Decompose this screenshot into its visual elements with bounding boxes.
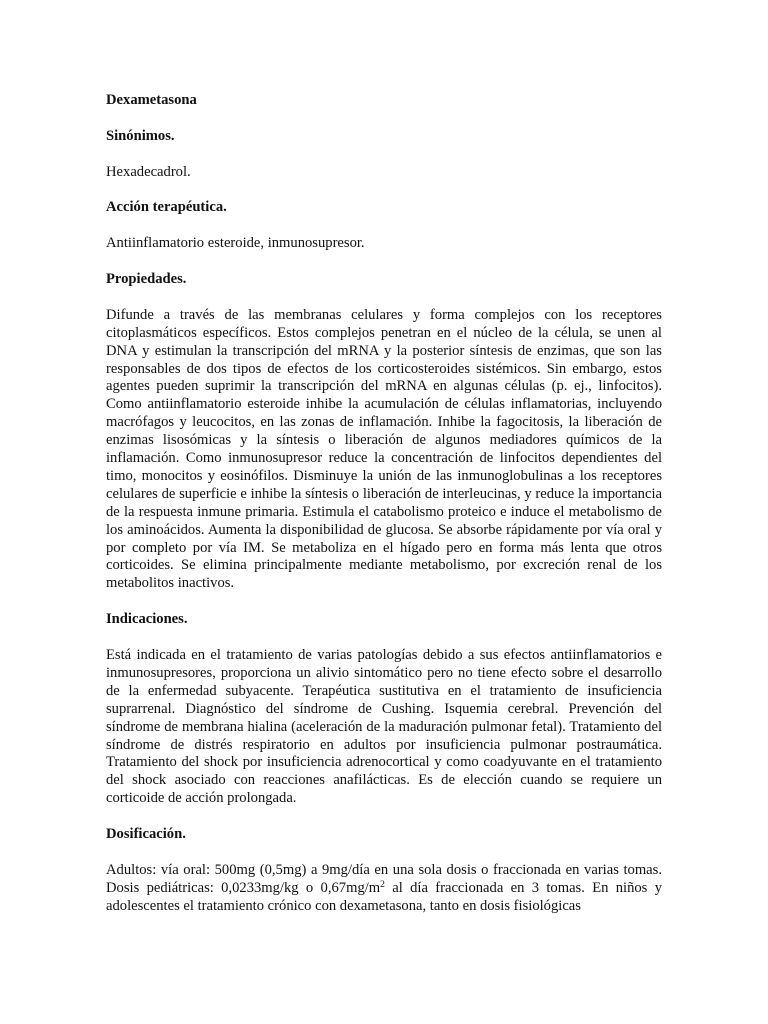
paragraph-sinonimos: Hexadecadrol. [106, 163, 191, 180]
heading-accion-terapeutica: Acción terapéutica. [106, 199, 227, 216]
heading-propiedades: Propiedades. [106, 270, 187, 287]
paragraph-indicaciones: Está indicada en el tratamiento de varias patologías debido a sus efectos antiinflamatorios e inmunosupresores, proporciona un alivio sintomático pero no tiene efecto sobre el desarrollo de la enfermedad subyacente. Terapéutica sustitutiva en el tratamiento de insuficiencia suprarrenal. Diagnóstico del síndrome de Cushing. Isquemia cerebral. Prevención del síndrome de membrana hialina (aceleración de la maduración pulmonar fetal). Tratamiento del síndrome de distrés respiratorio en adultos por insuficiencia pulmonar postraumática. Tratamiento del shock por insuficiencia adrenocortical y como coadyuvante en el tratamiento del shock asociado con reacciones anafilácticas. Es de elección cuando se requiere un corticoide de acción prolongada. [106, 646, 662, 807]
paragraph-dosificacion [106, 862, 662, 916]
dosificacion-text-part1: Adultos: vía oral: 500mg (0,5mg) a 9mg/día en una sola dosis o fraccionada en varias tomas. Dosis pediátricas: 0,0233mg/kg o 0,67mg/m [106, 861, 662, 896]
paragraph-accion-terapeutica: Antiinflamatorio esteroide, inmunosupresor. [106, 235, 365, 252]
dosificacion-text-part2: al día fraccionada en 3 tomas. En niños y adolescentes el tratamiento crónico con dexametasona, tanto en dosis fisiológicas [106, 879, 662, 914]
heading-dosificacion: Dosificación. [106, 826, 186, 843]
heading-indicaciones: Indicaciones. [106, 611, 188, 628]
document-title: Dexametasona [106, 92, 197, 108]
heading-sinonimos: Sinónimos. [106, 127, 175, 144]
paragraph-propiedades: Difunde a través de las membranas celulares y forma complejos con los receptores citoplasmáticos específicos. Estos complejos penetran en el núcleo de la célula, se unen al DNA y estimulan la transcripción del mRNA y la posterior síntesis de enzimas, que son las responsables de dos tipos de efectos de los corticosteroides sistémicos. Sin embargo, estos agentes pueden suprimir la transcripción del mRNA en algunas células (p. ej., linfocitos). Como antiinflamatorio esteroide inhibe la acumulación de células inflamatorias, incluyendo macrófagos y leucocitos, en las zonas de inflamación. Inhibe la fagocitosis, la liberación de enzimas lisosómicas y la síntesis o liberación de algunos mediadores químicos de la inflamación. Como inmunosupresor reduce la concentración de linfocitos dependientes del timo, monocitos y eosinófilos. Disminuye la unión de las inmunoglobulinas a los receptores celulares de superficie e inhibe la síntesis o liberación de interleucinas, y reduce la importancia de la respuesta inmune primaria. Estimula el catabolismo proteico e induce el metabolismo de los aminoácidos. Aumenta la disponibilidad de glucosa. Se absorbe rápidamente por vía oral y por completo por vía IM. Se metaboliza en el hígado pero en forma más lenta que otros corticoides. Se elimina principalmente mediante metabolismo, por excreción renal de los metabolitos inactivos. [106, 306, 662, 592]
dosificacion-superscript: 2 [380, 879, 385, 890]
document-page [106, 92, 662, 933]
